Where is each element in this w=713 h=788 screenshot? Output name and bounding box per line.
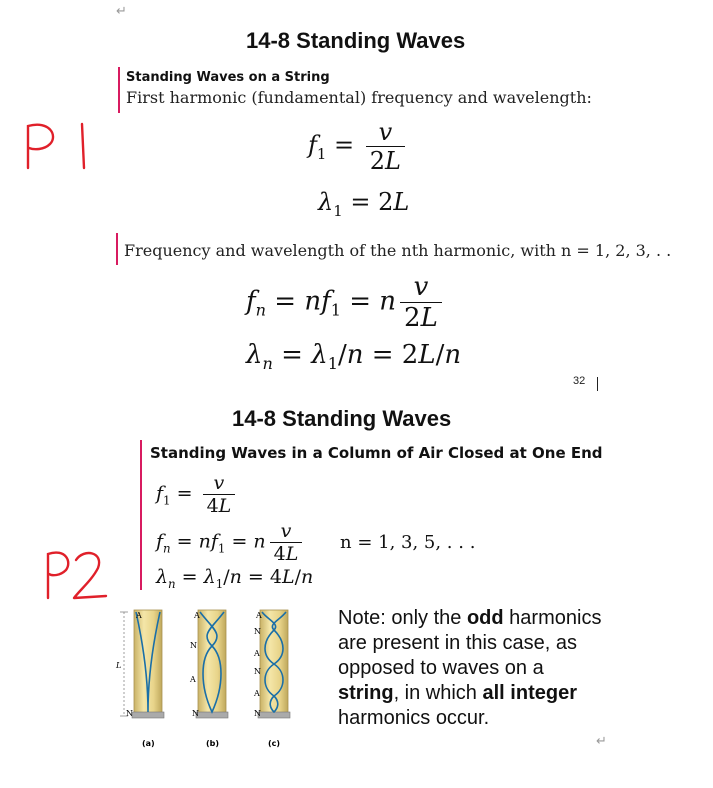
- slide1-nth-harmonic-text: Frequency and wavelength of the nth harmonic, with n = 1, 2, 3, . .: [124, 241, 672, 260]
- label-c-2: N: [254, 627, 261, 636]
- slide1-section-heading: Standing Waves on a String: [126, 70, 330, 85]
- equation-f1: $f_1$ = $\frac{v}{2L}$: [308, 118, 409, 175]
- caption-a: (a): [142, 739, 155, 748]
- label-c-4: N: [254, 667, 261, 676]
- text-cursor: [597, 377, 598, 391]
- label-c-5: A: [254, 689, 260, 698]
- caption-c: (c): [268, 739, 281, 748]
- paragraph-mark-bottom: ↵: [596, 734, 607, 749]
- length-label: L: [116, 661, 122, 670]
- equation-fn-closed: $f_n = nf_1 = n$ $\frac{v}{4L}$: [156, 520, 306, 565]
- accent-bar: [118, 67, 120, 113]
- equation-lambda-n: $\lambda_n = \lambda_1/n = 2L/n$: [246, 340, 462, 374]
- label-b-3: A: [190, 675, 196, 684]
- page-number: 32: [573, 375, 586, 387]
- equation-lambda1: $\lambda_1 = 2L$: [318, 188, 410, 220]
- equation-fn: $f_n = nf_1 = n$ $\frac{v}{2L}$: [246, 272, 446, 333]
- slide1-title: 14-8 Standing Waves: [246, 28, 466, 53]
- caption-b: (b): [206, 739, 220, 748]
- slide2-title: 14-8 Standing Waves: [232, 406, 452, 431]
- equation-lambda-n-closed: $\lambda_n = \lambda_1/n = 4L/n$: [156, 566, 314, 591]
- note-bold-string: string: [338, 682, 394, 704]
- slide2-section-heading: Standing Waves in a Column of Air Closed at One End: [150, 444, 603, 462]
- note-text-4: harmonics occur.: [338, 707, 490, 729]
- note-text-1: Note: only the: [338, 607, 467, 629]
- label-c-6: N: [254, 709, 261, 718]
- air-column-figure: [110, 606, 320, 754]
- note-paragraph: [338, 606, 608, 731]
- n-values: n = 1, 3, 5, . . .: [340, 532, 476, 553]
- handwritten-p1-mark: [20, 118, 100, 178]
- note-text-2: harmonics are present in this case, as opposed to waves on a: [338, 607, 602, 679]
- paragraph-mark: ↵: [116, 4, 127, 19]
- label-b-2: N: [190, 641, 197, 650]
- label-a-top: A: [136, 611, 142, 620]
- label-b-4: N: [192, 709, 199, 718]
- slide1-subtitle: First harmonic (fundamental) frequency and wavelength:: [126, 88, 592, 107]
- accent-bar: [140, 440, 142, 590]
- label-c-1: A: [256, 611, 262, 620]
- label-b-1: A: [194, 611, 200, 620]
- label-c-3: A: [254, 649, 260, 658]
- note-bold-odd: odd: [466, 607, 504, 629]
- accent-bar: [116, 233, 118, 265]
- label-a-bottom: N: [126, 709, 133, 718]
- equation-f1-closed: $f_1$ = $\frac{v}{4L}$: [156, 472, 239, 517]
- note-bold-all-integer: all integer: [482, 682, 577, 704]
- handwritten-p2-mark: [42, 546, 112, 604]
- note-text-3: , in which: [393, 682, 483, 704]
